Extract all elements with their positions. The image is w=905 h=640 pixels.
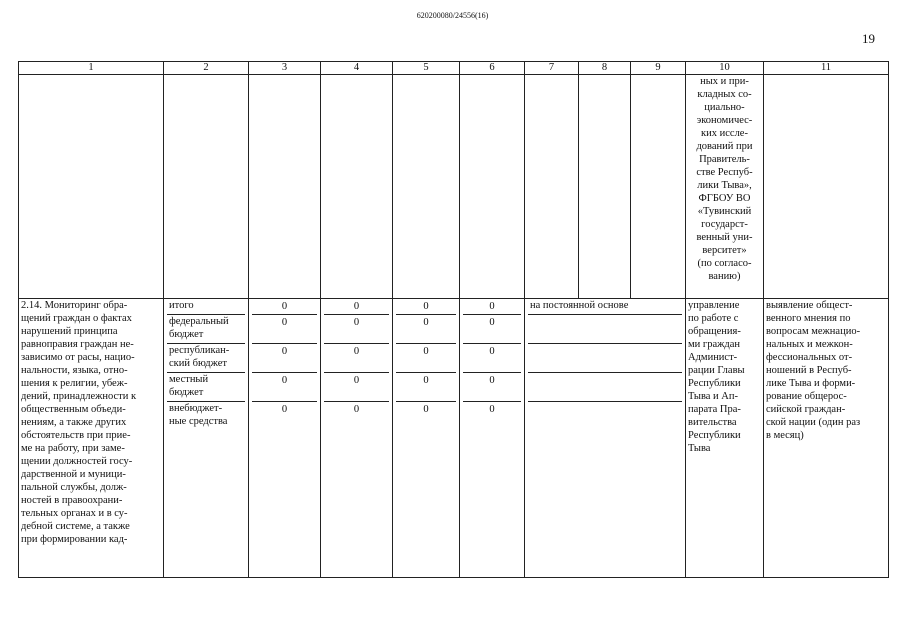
empty-cell — [19, 75, 164, 299]
column-number: 10 — [686, 62, 764, 75]
amount-value: 0 — [463, 344, 521, 373]
amount-value: 0 — [396, 315, 456, 344]
amount-value: 0 — [463, 299, 521, 315]
timeline-cell — [525, 299, 686, 578]
amount-value: 0 — [423, 404, 429, 415]
amount-value: 0 — [252, 299, 317, 315]
amount-value: 0 — [252, 315, 317, 344]
column-number: 2 — [164, 62, 249, 75]
column-number: 6 — [460, 62, 525, 75]
empty-cell — [249, 75, 321, 299]
empty-cell — [579, 75, 631, 299]
page-number: 19 — [862, 31, 875, 46]
measure-description: 2.14. Мониторинг обра- щений граждан о фактах нарушений принципа равноправия граждан не- зависимо от расы, нацио- нальности, языка, отно- шения к религии, убеж- дений, принадлежности к общественным объеди- нениям, а также других обстоятельств при прие- ме на работу, при заме- щении должностей госу- дарственной и муници- пальной службы, долж- ностей в правоохрани- тельных органах и в су- дебной системе, а также при формировании кад- — [19, 299, 164, 578]
amount-value: 0 — [281, 404, 288, 415]
amount-value: 0 — [324, 315, 389, 344]
column-number: 4 — [321, 62, 393, 75]
empty-cell — [525, 75, 579, 299]
column-number: 11 — [764, 62, 889, 75]
column-number: 5 — [393, 62, 460, 75]
funding-source-label: внебюджет- ные средства — [169, 403, 228, 427]
column-number: 8 — [579, 62, 631, 75]
amount-value: 0 — [396, 373, 456, 402]
responsible-executor: управление по работе с обращения- ми граждан Админист- рации Главы Республики Тыва и Ап- парата Пра- вительства Республики Тыва — [686, 299, 764, 578]
funding-source-label: республикан- ский бюджет — [169, 345, 230, 369]
amount-value: 0 — [324, 373, 389, 402]
amount-value: 0 — [252, 373, 317, 402]
funding-source-label: федеральный бюджет — [169, 316, 229, 340]
amount-column-4 — [321, 299, 393, 578]
funding-source-federal — [167, 315, 245, 344]
empty-cell — [764, 75, 889, 299]
column-number: 9 — [631, 62, 686, 75]
amount-value: 0 — [252, 344, 317, 373]
column-number: 3 — [249, 62, 321, 75]
empty-cell — [393, 75, 460, 299]
amount-column-5 — [393, 299, 460, 578]
frequency-text: на постоянной основе — [530, 300, 629, 311]
empty-cell — [321, 75, 393, 299]
funding-source-label: местный бюджет — [169, 374, 209, 398]
funding-source-total — [167, 299, 245, 315]
amount-value: 0 — [463, 373, 521, 402]
empty-cell — [460, 75, 525, 299]
amount-column-6 — [460, 299, 525, 578]
empty-cell — [631, 75, 686, 299]
measure-row — [19, 299, 889, 578]
amount-value: 0 — [463, 315, 521, 344]
funding-source-extrabudget — [167, 402, 245, 428]
funding-source-label: итого — [169, 300, 194, 311]
amount-value: 0 — [324, 299, 389, 315]
funding-sources-cell — [164, 299, 249, 578]
empty-cell — [164, 75, 249, 299]
document-id: 620200080/24556(16) — [416, 11, 489, 20]
column-number-row — [19, 62, 889, 75]
plan-table — [18, 61, 889, 578]
amount-value: 0 — [396, 344, 456, 373]
amount-column-3 — [249, 299, 321, 578]
funding-source-republic — [167, 344, 245, 373]
amount-value: 0 — [353, 404, 360, 415]
continuation-row — [19, 75, 889, 299]
funding-source-local — [167, 373, 245, 402]
amount-value: 0 — [489, 404, 495, 415]
expected-result: выявление общест- венного мнения по вопросам межнацио- нальных и межкон- фессиональных от- ношений в Респуб- лике Тыва и форми- рование общерос- сийской граждан- ской нации (один раз в месяц) — [764, 299, 889, 578]
column-number: 7 — [525, 62, 579, 75]
executor-continuation: ных и при- кладных со- циально- экономичес- ких исслe- дований при Правитель- стве Респуб- лики Тыва», ФГБОУ ВО «Тувинский государст- венный уни- верситет» (по согласо- ванию) — [686, 75, 764, 299]
amount-value: 0 — [396, 299, 456, 315]
column-number: 1 — [19, 62, 164, 75]
amount-value: 0 — [324, 344, 389, 373]
